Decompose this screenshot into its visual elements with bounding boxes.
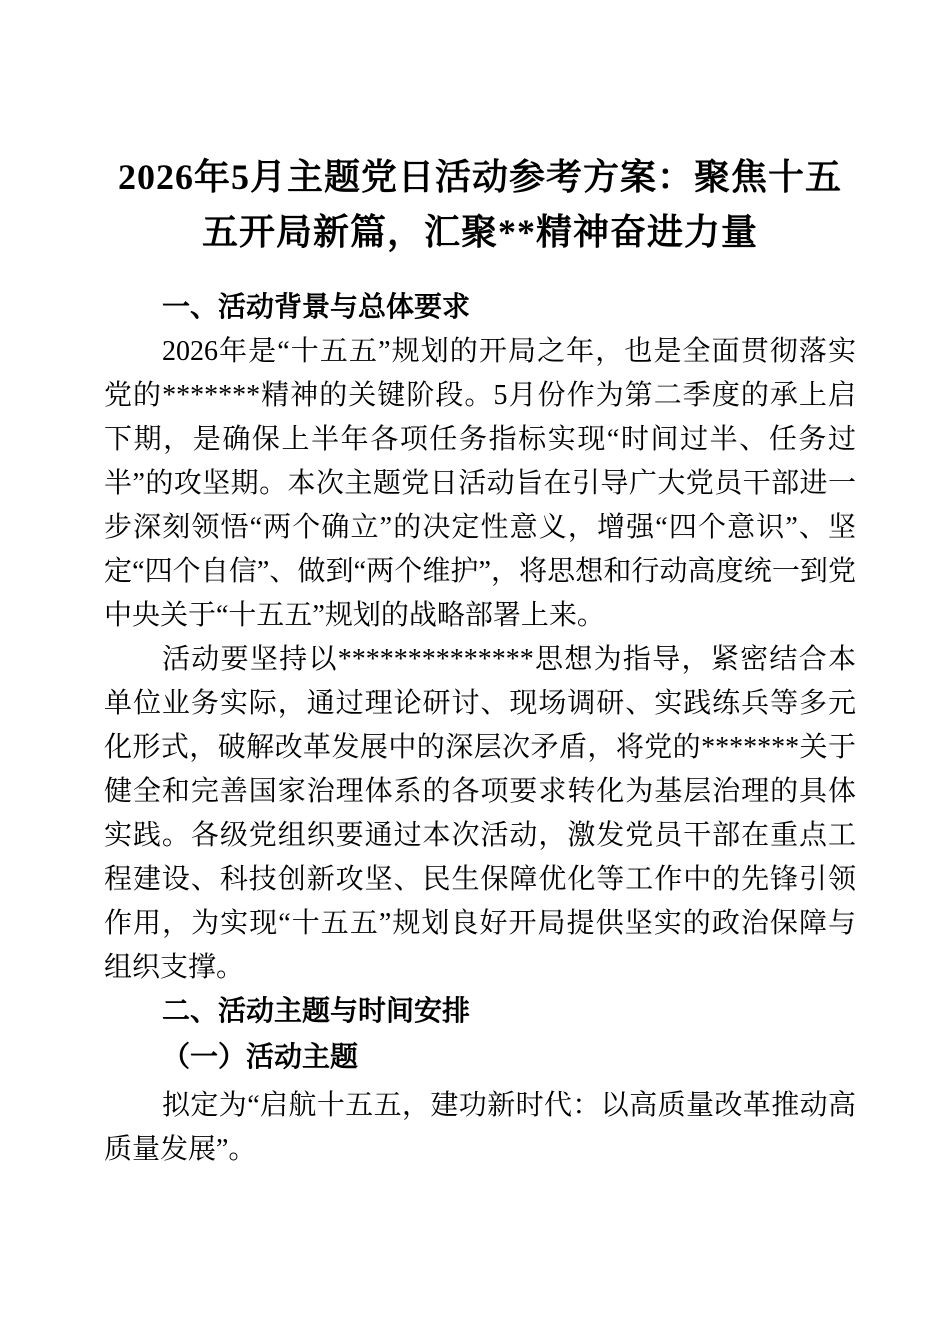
section-2-subheading: （一）活动主题 bbox=[162, 1042, 359, 1073]
document-title bbox=[104, 150, 856, 260]
section-1-paragraph-1: 2026年是“十五五”规划的开局之年，也是全面贯彻落实党的*******精神的关键阶段。5月份作为第二季度的承上启下期，是确保上半年各项任务指标实现“时间过半、任务过半”的攻坚期。本次主题党日活动旨在引导广大党员干部进一步深刻领悟“两个确立”的决定性意义，增强“四个意识”、坚定“四个自信”、做到“两个维护”，将思想和行动高度统一到党中央关于“十五五”规划的战略部署上来。 bbox=[104, 336, 856, 631]
section-1-heading: 一、活动背景与总体要求 bbox=[162, 292, 471, 323]
document-title-line-1: 2026年5月主题党日活动参考方案：聚焦十五 bbox=[117, 157, 842, 197]
section-2-paragraph-1: 拟定为“启航十五五，建功新时代：以高质量改革推动高质量发展”。 bbox=[104, 1090, 856, 1165]
document-content bbox=[104, 0, 856, 1172]
section-2-heading: 二、活动主题与时间安排 bbox=[162, 996, 471, 1027]
document-title-line-2: 五开局新篇，汇聚**精神奋进力量 bbox=[201, 212, 758, 252]
section-1-paragraph-2: 活动要坚持以**************思想为指导，紧密结合本单位业务实际，通过理论研讨、现场调研、实践练兵等多元化形式，破解改革发展中的深层次矛盾，将党的*******关于健全和完善国家治理体系的各项要求转化为基层治理的具体实践。各级党组织要通过本次活动，激发党员干部在重点工程建设、科技创新攻坚、民生保障优化等工作中的先锋引领作用，为实现“十五五”规划良好开局提供坚实的政治保障与组织支撑。 bbox=[104, 644, 856, 983]
